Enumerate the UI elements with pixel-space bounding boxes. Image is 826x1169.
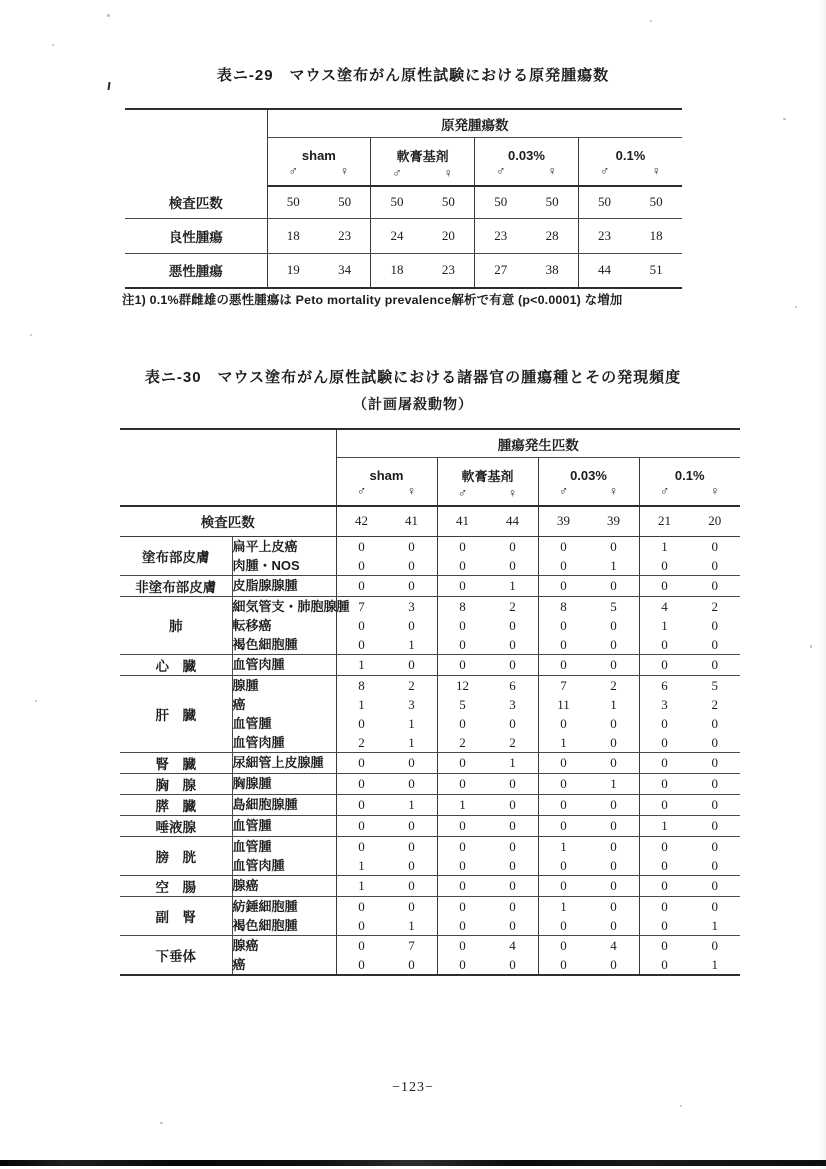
cell: 50 (630, 186, 682, 218)
group-header-軟膏基剤: 軟膏基剤 ♂ ♀ (371, 138, 475, 187)
group-header-0.1%: 0.1% ♂ ♀ (639, 458, 740, 507)
cell: 0 (589, 875, 640, 896)
cell: 0 (538, 575, 589, 596)
cell: 41 (387, 506, 438, 536)
female-symbol: ♀ (710, 484, 720, 498)
tumor-type: 腺腫 (232, 677, 259, 693)
cell: 0 (488, 815, 539, 836)
cell: 2 1 0 0 (589, 675, 640, 752)
cell: 8 0 0 (538, 596, 589, 654)
female-symbol: ♀ (507, 486, 518, 500)
cell: 0 0 (437, 896, 488, 935)
tumor-type: 血管肉腫 (232, 734, 285, 750)
scan-speck (810, 645, 812, 648)
tumor-type-list (232, 773, 336, 794)
cell: 0 1 (387, 896, 438, 935)
tumor-type: 島細胞腺腫 (232, 796, 298, 812)
organ-row (120, 752, 740, 773)
scan-speck (795, 306, 797, 308)
cell: 0 0 (437, 836, 488, 875)
tumor-type: 細気管支・肺胞腺腫 (232, 598, 350, 614)
cell: 4 1 0 (639, 596, 690, 654)
cell: 0 (437, 575, 488, 596)
cell: 0 (437, 773, 488, 794)
page-number: −123− (392, 1080, 434, 1095)
cell: 0 0 (488, 896, 539, 935)
table-30-tumor-types-by-organ (120, 428, 740, 976)
female-symbol: ♀ (406, 484, 417, 498)
cell: 0 0 (336, 536, 387, 575)
tumor-type-list (232, 752, 336, 773)
cell: 0 (437, 654, 488, 675)
organ-label: 腎 臓 (120, 752, 232, 773)
tumor-type: 血管肉腫 (232, 857, 285, 873)
cell: 7 11 0 1 (538, 675, 589, 752)
male-symbol: ♂ (356, 484, 367, 498)
tumor-type: 血管腫 (232, 817, 272, 833)
cell: 6 3 0 2 (488, 675, 539, 752)
table-row (125, 253, 682, 288)
cell: 2 0 0 (488, 596, 539, 654)
cell: 1 (488, 752, 539, 773)
cell: 0 (488, 794, 539, 815)
cell: 1 (336, 654, 387, 675)
cell: 4 0 (488, 935, 539, 975)
cell: 38 (526, 253, 578, 288)
cell: 0 (690, 773, 741, 794)
cell: 20 (690, 506, 741, 536)
cell: 23 (319, 218, 371, 253)
cell: 50 (475, 186, 527, 218)
cell: 18 (267, 218, 319, 253)
cell: 0 0 (488, 836, 539, 875)
scan-speck (680, 1105, 682, 1107)
cell: 50 (423, 186, 475, 218)
cell: 27 (475, 253, 527, 288)
cell: 0 (690, 794, 741, 815)
organ-label: 唾液腺 (120, 815, 232, 836)
cell: 0 (387, 752, 438, 773)
tumor-type: 血管腫 (232, 715, 272, 731)
organ-label: 肝 臓 (120, 675, 232, 752)
cell: 5 0 0 (589, 596, 640, 654)
cell: 19 (267, 253, 319, 288)
male-symbol: ♂ (288, 164, 298, 178)
cell: 0 (387, 875, 438, 896)
cell: 0 (589, 752, 640, 773)
cell: 0 0 (538, 536, 589, 575)
cell: 7 0 0 (336, 596, 387, 654)
cell: 0 1 (690, 935, 741, 975)
scan-speck (30, 334, 32, 336)
organ-label: 肺 (120, 596, 232, 654)
organ-label: 下垂体 (120, 935, 232, 975)
cell: 0 0 (387, 536, 438, 575)
cell: 0 0 (639, 935, 690, 975)
scan-speck (783, 118, 786, 120)
organ-label: 非塗布部皮膚 (120, 575, 232, 596)
cell: 2 3 1 1 (387, 675, 438, 752)
tumor-type: 血管肉腫 (232, 656, 285, 672)
cell: 0 (538, 794, 589, 815)
tumor-type: 尿細管上皮腺腫 (232, 754, 324, 770)
group-header-0.03%: 0.03% ♂ ♀ (475, 138, 579, 187)
tumor-type-list (232, 675, 336, 752)
tumor-type: 癌 (232, 956, 246, 972)
female-symbol: ♀ (651, 164, 661, 178)
cell: 0 (639, 752, 690, 773)
corner-cell (120, 429, 336, 506)
row-label: 検査匹数 (125, 186, 267, 218)
cell: 44 (488, 506, 539, 536)
tumor-type: 紡錘細胞腫 (232, 898, 298, 914)
cell: 8 0 0 (437, 596, 488, 654)
tumor-type: 皮脂腺腺腫 (232, 577, 298, 593)
cell: 0 0 (690, 836, 741, 875)
cell: 0 (538, 752, 589, 773)
male-symbol: ♂ (558, 484, 569, 498)
scan-speck (107, 14, 110, 17)
scan-speck (52, 44, 54, 46)
cell: 21 (639, 506, 690, 536)
organ-row (120, 654, 740, 675)
cell: 0 0 (690, 536, 741, 575)
cell: 18 (371, 253, 423, 288)
cell: 0 0 (488, 536, 539, 575)
male-symbol: ♂ (457, 486, 468, 500)
cell: 0 (538, 815, 589, 836)
organ-row (120, 773, 740, 794)
female-symbol: ♀ (443, 166, 454, 180)
cell: 41 (437, 506, 488, 536)
organ-label: 副 腎 (120, 896, 232, 935)
table-30-title: 表ニ-30 マウス塗布がん原性試験における諸器官の腫瘍種とその発現頻度 (144, 369, 682, 386)
tumor-type: 癌 (232, 696, 246, 712)
table-row (120, 429, 740, 458)
tumor-type: 褐色細胞腫 (232, 917, 298, 933)
organ-label: 膀 胱 (120, 836, 232, 875)
tumor-type: 褐色細胞腫 (232, 636, 298, 652)
organ-row (120, 836, 740, 875)
cell: 34 (319, 253, 371, 288)
cell: 23 (578, 218, 630, 253)
cell: 23 (423, 253, 475, 288)
cell: 1 (488, 575, 539, 596)
organ-row (120, 875, 740, 896)
cell: 50 (319, 186, 371, 218)
cell: 4 0 (589, 935, 640, 975)
cell: 0 (639, 794, 690, 815)
cell: 0 (589, 654, 640, 675)
male-symbol: ♂ (496, 164, 506, 178)
cell: 0 (639, 575, 690, 596)
cell: 0 (336, 815, 387, 836)
male-symbol: ♂ (599, 164, 610, 178)
table-row (125, 109, 682, 138)
table-29-primary-tumor-counts (125, 108, 682, 289)
cell: 2 0 0 (690, 596, 741, 654)
cell: 1 0 (538, 896, 589, 935)
tumor-type: 血管腫 (232, 838, 272, 854)
table-row (125, 186, 682, 218)
tumor-type: 扁平上皮癌 (232, 538, 298, 554)
cell: 1 (387, 794, 438, 815)
organ-label: 心 臓 (120, 654, 232, 675)
cell: 39 (589, 506, 640, 536)
cell: 0 (690, 654, 741, 675)
cell: 51 (630, 253, 682, 288)
cell: 1 (589, 773, 640, 794)
cell: 0 0 (639, 896, 690, 935)
table-29-title: 表ニ-29 マウス塗布がん原性試験における原発腫瘍数 (216, 67, 610, 84)
cell: 0 (589, 794, 640, 815)
cell: 0 (336, 773, 387, 794)
group-header-sham: sham ♂ ♀ (267, 138, 371, 187)
cell: 0 (336, 752, 387, 773)
table-29-footnote: 注1) 0.1%群雌雄の悪性腫瘍は Peto mortality prevalence解析で有意 (p<0.0001) な増加 (122, 293, 623, 307)
scan-speck (650, 20, 652, 22)
cell: 0 (437, 815, 488, 836)
cell: 50 (578, 186, 630, 218)
page-edge-shading (818, 0, 826, 1169)
tumor-type-list (232, 654, 336, 675)
cell: 0 0 (336, 896, 387, 935)
female-symbol: ♀ (547, 164, 557, 178)
tumor-type-list (232, 836, 336, 875)
scan-edge-strip (0, 1160, 826, 1166)
tumor-type: 肉腫・NOS (232, 557, 300, 573)
cell: 0 (488, 875, 539, 896)
group-header-0.03%: 0.03% ♂ ♀ (538, 458, 639, 507)
male-symbol: ♂ (392, 166, 402, 180)
cell: 0 0 (437, 935, 488, 975)
table-row (125, 218, 682, 253)
cell: 0 (690, 575, 741, 596)
cell: 1 0 (639, 536, 690, 575)
cell: 0 (336, 794, 387, 815)
cell: 0 1 (690, 896, 741, 935)
tumor-type: 腺癌 (232, 877, 259, 893)
cell: 0 0 (639, 836, 690, 875)
organ-row (120, 575, 740, 596)
cell: 0 (589, 575, 640, 596)
cell: 0 (589, 815, 640, 836)
tumor-type-list (232, 896, 336, 935)
cell: 18 (630, 218, 682, 253)
tumor-type-list (232, 596, 350, 654)
organ-label: 胸 腺 (120, 773, 232, 794)
cell: 0 0 (336, 935, 387, 975)
female-symbol: ♀ (339, 164, 350, 178)
cell: 12 5 0 2 (437, 675, 488, 752)
tumor-type: 転移癌 (232, 617, 272, 633)
organ-row (120, 596, 740, 654)
cell: 50 (371, 186, 423, 218)
cell: 0 0 (589, 836, 640, 875)
tumor-type-list (232, 815, 336, 836)
cell: 0 0 (589, 896, 640, 935)
table-30 (120, 428, 740, 976)
table-30-subtitle: （計画屠殺動物） (353, 396, 473, 412)
cell: 0 (387, 815, 438, 836)
cell: 0 0 (538, 935, 589, 975)
cell: 0 (387, 575, 438, 596)
cell: 0 (387, 654, 438, 675)
row-label: 悪性腫瘍 (125, 253, 267, 288)
organ-label: 塗布部皮膚 (120, 536, 232, 575)
tumor-type-list (232, 935, 336, 975)
exam-row (120, 506, 740, 536)
cell: 0 (690, 752, 741, 773)
corner-cell (125, 109, 267, 186)
cell: 39 (538, 506, 589, 536)
tumor-type-list (232, 794, 336, 815)
cell: 1 (336, 875, 387, 896)
cell: 1 (639, 815, 690, 836)
group-header-sham: sham ♂ ♀ (336, 458, 437, 507)
cell: 0 (690, 875, 741, 896)
scan-speck (35, 700, 37, 702)
tumor-type-list (232, 536, 336, 575)
scan-speck (160, 1122, 163, 1124)
cell: 0 (538, 875, 589, 896)
cell: 0 1 (336, 836, 387, 875)
tumor-type-list (232, 875, 336, 896)
cell: 0 (488, 654, 539, 675)
cell: 0 (639, 875, 690, 896)
organ-row (120, 536, 740, 575)
cell: 5 2 0 0 (690, 675, 741, 752)
cell: 50 (267, 186, 319, 218)
tumor-type: 胸腺腫 (232, 775, 272, 791)
cell: 50 (526, 186, 578, 218)
cell: 0 (336, 575, 387, 596)
span-header: 原発腫瘍数 (267, 109, 682, 138)
tumor-type: 腺癌 (232, 937, 259, 953)
cell: 7 0 (387, 935, 438, 975)
organ-row (120, 815, 740, 836)
cell: 1 (437, 794, 488, 815)
cell: 0 0 (387, 836, 438, 875)
cell: 0 (488, 773, 539, 794)
cell: 6 3 0 0 (639, 675, 690, 752)
cell: 0 (538, 773, 589, 794)
row-label: 良性腫瘍 (125, 218, 267, 253)
cell: 0 1 (589, 536, 640, 575)
organ-label: 膵 臓 (120, 794, 232, 815)
female-symbol: ♀ (608, 484, 619, 498)
cell: 0 (690, 815, 741, 836)
tumor-type-list (232, 575, 336, 596)
cell: 0 0 (437, 536, 488, 575)
cell: 28 (526, 218, 578, 253)
group-header-軟膏基剤: 軟膏基剤 ♂ ♀ (437, 458, 538, 507)
organ-row (120, 935, 740, 975)
organ-row (120, 794, 740, 815)
organ-row (120, 896, 740, 935)
cell: 1 0 (538, 836, 589, 875)
cell: 0 (437, 875, 488, 896)
cell: 0 (639, 773, 690, 794)
table-29 (125, 108, 682, 289)
organ-row (120, 675, 740, 752)
cell: 24 (371, 218, 423, 253)
organ-label: 空 腸 (120, 875, 232, 896)
cell: 42 (336, 506, 387, 536)
cell: 0 (437, 752, 488, 773)
cell: 8 1 0 2 (336, 675, 387, 752)
cell: 3 0 1 (387, 596, 438, 654)
span-header: 腫瘍発生匹数 (336, 429, 740, 458)
row-label: 検査匹数 (120, 506, 336, 536)
cell: 0 (387, 773, 438, 794)
cell: 44 (578, 253, 630, 288)
cell: 23 (475, 218, 527, 253)
cell: 20 (423, 218, 475, 253)
cell: 0 (639, 654, 690, 675)
group-header-0.1%: 0.1% ♂ ♀ (578, 138, 682, 187)
male-symbol: ♂ (659, 484, 670, 498)
ink-mark (107, 82, 110, 90)
cell: 0 (538, 654, 589, 675)
